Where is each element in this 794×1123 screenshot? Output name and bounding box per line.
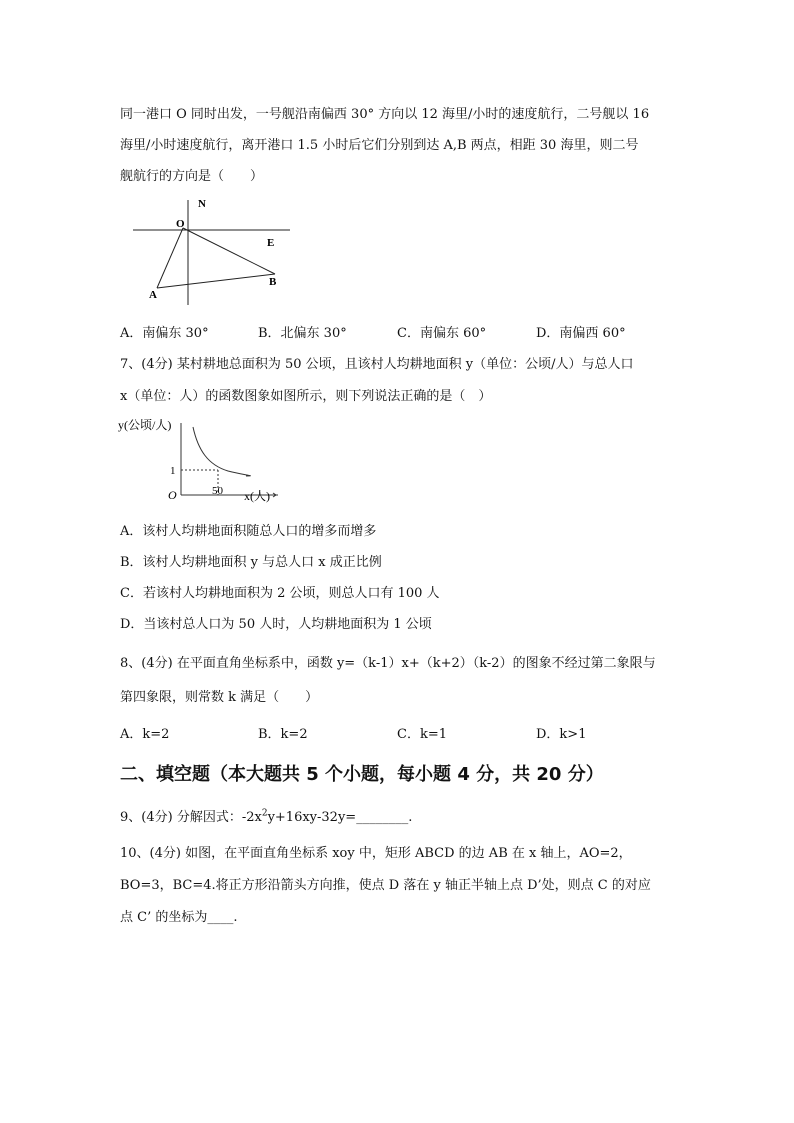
segment-ob (183, 228, 275, 274)
label-b: B (269, 276, 277, 288)
q9-suffix: y+16xy-32y=________. (267, 810, 413, 825)
label-e: E (267, 237, 275, 249)
q7-option-d: D．当该村总人口为 50 人时，人均耕地面积为 1 公顷 (120, 617, 432, 632)
q8-option-a: A．k=2 (120, 727, 170, 742)
q7-option-c: C．若该村人均耕地面积为 2 公顷，则总人口有 100 人 (120, 586, 440, 601)
q7-option-a: A．该村人均耕地面积随总人口的增多而增多 (120, 524, 377, 539)
q9-text (120, 806, 412, 825)
hyperbola-curve (193, 427, 250, 476)
graph-y-label: y(公顷/人) (118, 418, 172, 432)
q6-text-line-2: 海里/小时速度航行，离开港口 1.5 小时后它们分别到达 A,B 两点，相距 30 海里，则二号 (120, 138, 639, 153)
q8-text-line-1: 8、(4分) 在平面直角坐标系中，函数 y=（k-1）x+（k+2）（k-2）的图象不经过第二象限与 (120, 656, 656, 671)
q6-text-line-1: 同一港口 O 同时出发，一号舰沿南偏西 30° 方向以 12 海里/小时的速度航行，二号舰以 16 (120, 107, 650, 122)
q10-text-line-3: 点 C’ 的坐标为____. (120, 910, 238, 925)
label-n: N (198, 198, 206, 210)
q8-option-d: D．k>1 (536, 727, 587, 742)
q9-superscript: 2 (261, 808, 268, 819)
q6-option-d: D．南偏西 60° (536, 326, 626, 341)
graph-x-label: x(人) (244, 489, 270, 503)
q10-text-line-2: BO=3，BC=4.将正方形沿箭头方向推，使点 D 落在 y 轴正半轴上点 D’处，则点 C 的对应 (120, 878, 651, 893)
q9-prefix: 9、(4分) 分解因式：-2x (120, 810, 262, 825)
q8-option-b: B．k=2 (258, 727, 308, 742)
q8-text-line-2: 第四象限，则常数 k 满足（ ） (120, 690, 319, 705)
q6-option-c: C．南偏东 60° (397, 326, 487, 341)
q7-text-line-1: 7、(4分) 某村耕地总面积为 50 公顷，且该村人均耕地面积 y（单位：公顷/人）与总人口 (120, 357, 634, 372)
q7-text-line-2: x（单位：人）的函数图象如图所示，则下列说法正确的是（ ） (120, 389, 492, 404)
q6-compass-figure (125, 195, 295, 310)
section-2-heading: 二、填空题（本大题共 5 个小题，每小题 4 分，共 20 分） (120, 764, 604, 785)
segment-ab (157, 274, 275, 288)
label-o: O (176, 218, 185, 230)
q6-option-b: B．北偏东 30° (258, 326, 347, 341)
graph-origin: O (168, 488, 177, 502)
q6-option-a: A．南偏东 30° (120, 326, 209, 341)
q10-text-line-1: 10、(4分) 如图，在平面直角坐标系 xoy 中，矩形 ABCD 的边 AB 在 x 轴上，AO=2， (120, 846, 632, 861)
q7-option-b: B．该村人均耕地面积 y 与总人口 x 成正比例 (120, 555, 382, 570)
q7-function-graph (118, 415, 283, 507)
label-a: A (149, 289, 157, 301)
q6-text-line-3: 舰航行的方向是（ ） (120, 169, 264, 184)
q8-option-c: C．k=1 (397, 727, 447, 742)
segment-oa (157, 228, 183, 288)
tick-y-1: 1 (170, 465, 176, 477)
tick-x-50: 50 (212, 485, 223, 497)
